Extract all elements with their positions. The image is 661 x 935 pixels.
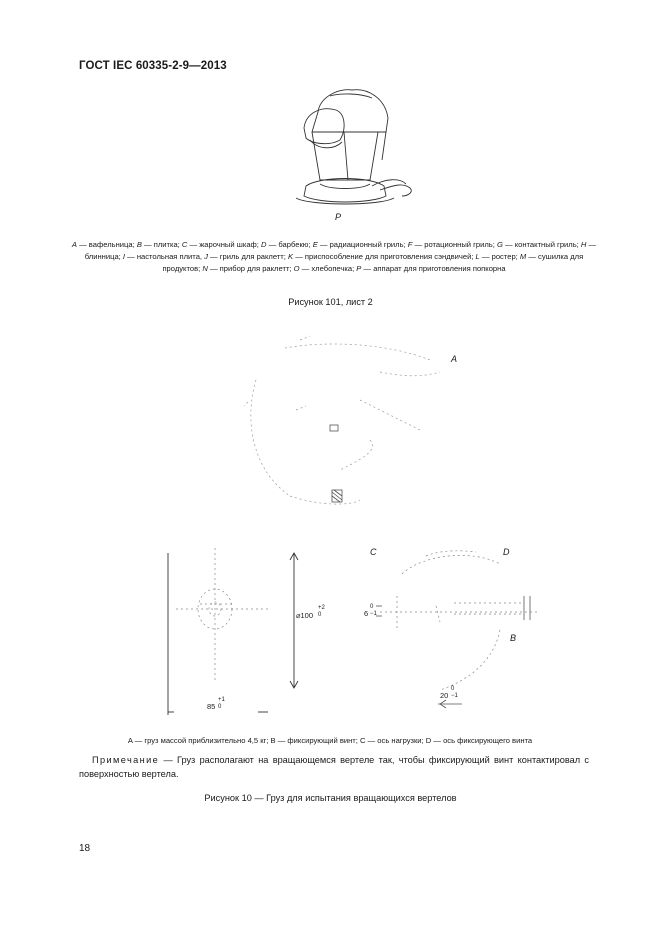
legend-text: — блинница;	[84, 240, 597, 261]
dim-width: 85	[207, 702, 216, 711]
legend-text: — контактный гриль;	[502, 240, 581, 249]
label-b: B	[510, 633, 517, 643]
note-text: — Груз располагают на вращающемся вертеле так, чтобы фиксирующий винт контактировал с поверхностью вертела.	[79, 755, 589, 779]
figure101-caption: Рисунок 101, лист 2	[288, 297, 373, 307]
legend-key: J	[204, 252, 208, 261]
label-c: C	[370, 547, 377, 557]
dim-twenty: 20	[440, 691, 449, 700]
figure10-caption: Рисунок 10 — Груз для испытания вращающихся вертелов	[204, 793, 457, 803]
figure10-note	[79, 753, 589, 781]
legend-key: F	[407, 240, 413, 249]
legend-text: — аппарат для приготовления попкорна	[361, 264, 506, 273]
legend-text: — ротационный гриль;	[412, 240, 497, 249]
dim-width-tol: +1 0	[218, 697, 225, 710]
page-number: 18	[79, 843, 91, 854]
legend-text: — радиационный гриль;	[317, 240, 408, 249]
legend-key: M	[519, 252, 527, 261]
dim-six-tol: 0 −1	[370, 604, 377, 617]
legend-key: B	[136, 240, 142, 249]
dim-diameter: ⌀100	[296, 611, 314, 620]
legend-text: — хлебопечка;	[299, 264, 357, 273]
standard-header: ГОСТ IEC 60335-2-9—2013	[79, 60, 227, 72]
legend-text: — жарочный шкаф;	[187, 240, 262, 249]
legend-text: — настольная плита,	[125, 252, 205, 261]
legend-text: — приспособление для приготовления сэндвичей;	[293, 252, 476, 261]
legend-text: — барбекю;	[266, 240, 313, 249]
legend-key: I	[122, 252, 126, 261]
legend-text: — ростер;	[479, 252, 520, 261]
legend-key: L	[475, 252, 480, 261]
label-a: A	[451, 354, 458, 364]
legend-key: N	[202, 264, 208, 273]
legend-key: G	[496, 240, 503, 249]
legend-text: — вафельница;	[76, 240, 137, 249]
legend-key: A	[71, 240, 77, 249]
label-d: D	[503, 547, 510, 557]
legend-key: D	[261, 240, 267, 249]
dim-diameter-tol: +2 0	[318, 605, 325, 618]
legend-key: K	[288, 252, 294, 261]
legend-key: C	[181, 240, 188, 249]
dim-twenty-tol: 0 −1	[451, 686, 458, 699]
figure-label-p: P	[335, 212, 342, 222]
legend-text: — гриль для раклетт;	[207, 252, 288, 261]
note-label: Примечание	[92, 755, 160, 765]
legend-key: E	[312, 240, 318, 249]
legend-text: — прибор для раклетт;	[207, 264, 294, 273]
legend-key: H	[580, 240, 587, 249]
legend-text: — плитка;	[141, 240, 182, 249]
figure10-legend: A — груз массой приблизительно 4,5 кг; B — фиксирующий винт; C — ось нагрузки; D — ось фиксирующего винта	[127, 736, 533, 745]
legend-text: — сушилка для продуктов;	[162, 252, 584, 273]
dim-six: 6	[364, 609, 369, 618]
legend-key: P	[356, 264, 362, 273]
legend-key: O	[293, 264, 300, 273]
